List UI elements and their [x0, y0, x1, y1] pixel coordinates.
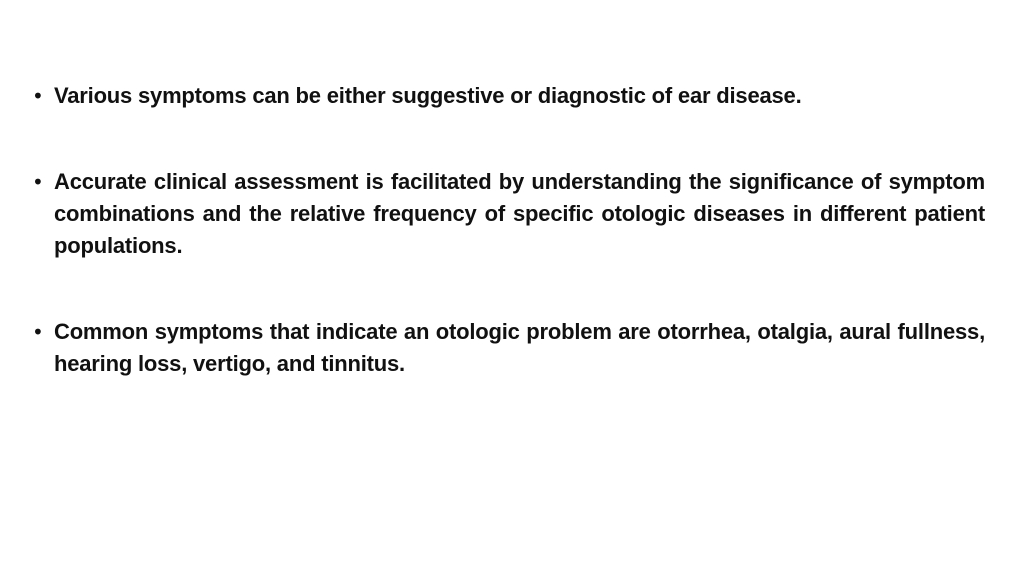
bullet-dot-icon: •: [32, 84, 44, 108]
bullet-item-assessment: [32, 166, 985, 262]
bullet-dot-icon: •: [32, 320, 44, 344]
bullet-list: [32, 80, 985, 380]
bullet-item-symptoms: [32, 80, 985, 112]
bullet-dot-icon: •: [32, 170, 44, 194]
bullet-item-common-symptoms: [32, 316, 985, 380]
bullet-text: Various symptoms can be either suggestive or diagnostic of ear disease.: [54, 83, 802, 108]
bullet-text: Common symptoms that indicate an otologic problem are otorrhea, otalgia, aural fullness, hearing loss, vertigo, and tinnitus.: [54, 319, 985, 376]
bullet-text: Accurate clinical assessment is facilitated by understanding the significance of symptom combinations and the relative frequency of specific otologic diseases in different patient populations.: [54, 169, 985, 258]
